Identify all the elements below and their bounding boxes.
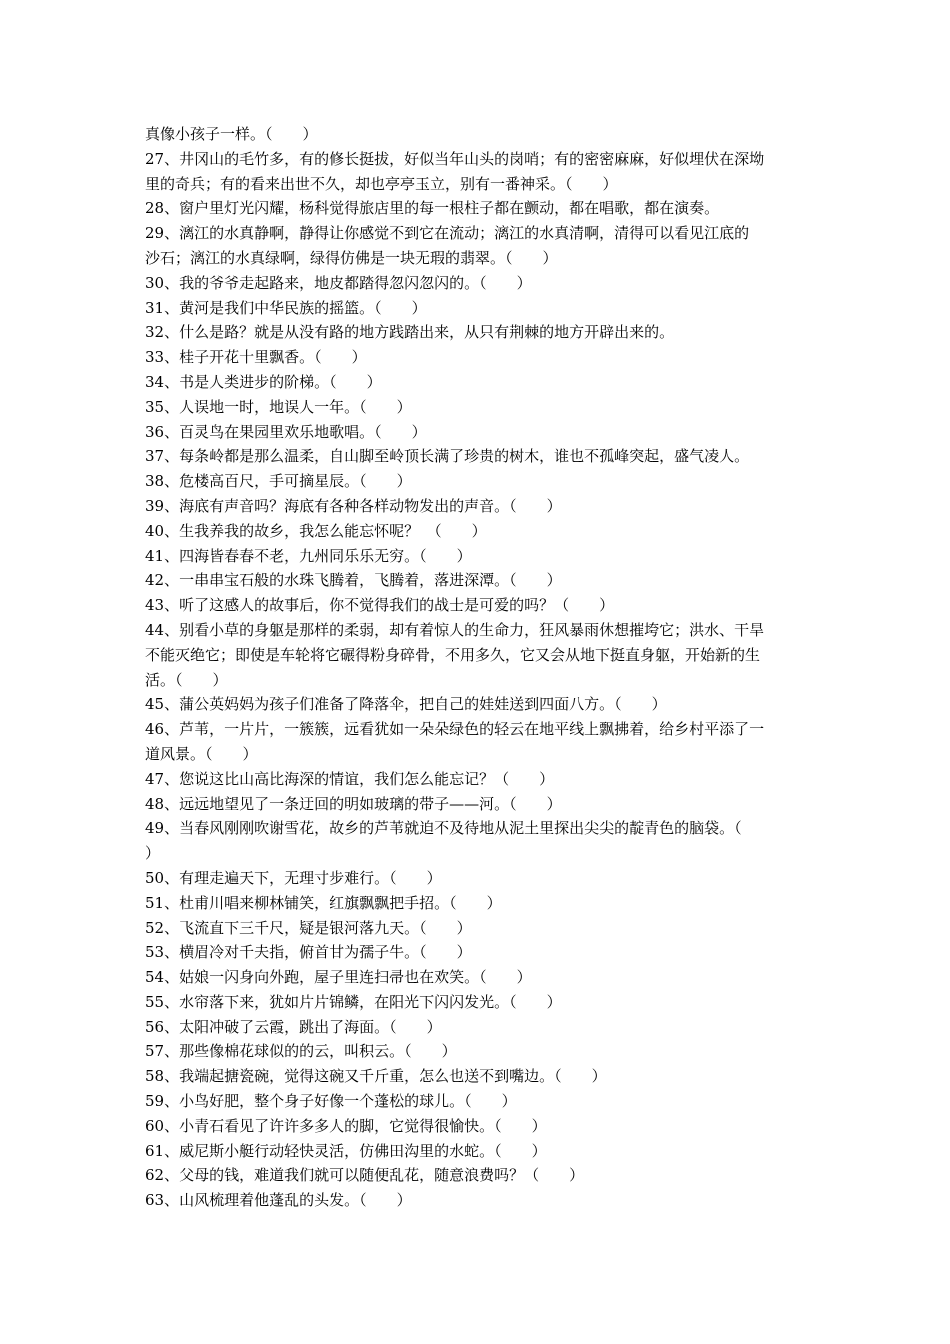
text-line: 不能灭绝它；即使是车轮将它碾得粉身碎骨，不用多久，它又会从地下挺直身躯，开始新的生 [145,645,761,664]
text-line [145,1213,817,1238]
text-line: 56、太阳冲破了云霞，跳出了海面。（ ） [145,1017,442,1036]
text-line: 42、一串串宝石般的水珠飞腾着，飞腾着，落进深潭。（ ） [145,571,562,590]
text-line: 47、您说这比山高比海深的情谊，我们怎么能忘记？（ ） [145,769,555,788]
text-line: 48、远远地望见了一条迂回的明如玻璃的带子——河。（ ） [145,794,562,813]
text-line: 27、井冈山的毛竹多，有的修长挺拔，好似当年山头的岗哨；有的密密麻麻，好似埋伏在深坳 [145,149,765,168]
text-line: 33、桂子开花十里飘香。（ ） [145,348,367,367]
text-line: 53、横眉冷对千夫指，俯首甘为孺子牛。（ ） [145,943,472,962]
document-page [145,122,817,1238]
text-line: 38、危楼高百尺，手可摘星辰。（ ） [145,472,412,491]
text-line: 52、飞流直下三千尺，疑是银河落九天。（ ） [145,918,472,937]
text-line: 沙石；漓江的水真绿啊，绿得仿佛是一块无瑕的翡翠。（ ） [145,248,558,267]
text-line: 45、蒲公英妈妈为孩子们准备了降落伞，把自己的娃娃送到四面八方。（ ） [145,695,667,714]
text-line: 43、听了这感人的故事后，你不觉得我们的战士是可爱的吗？（ ） [145,596,615,615]
text-line: 60、小青石看见了许许多多人的脚，它觉得很愉快。（ ） [145,1116,547,1135]
text-line: 50、有理走遍天下，无理寸步难行。（ ） [145,868,442,887]
text-line: 57、那些像棉花球似的的云，叫积云。（ ） [145,1042,457,1061]
text-line: 41、四海皆春春不老，九州同乐乐无穷。（ ） [145,546,472,565]
text-line: 里的奇兵；有的看来出世不久，却也亭亭玉立，别有一番神采。（ ） [145,174,618,193]
text-line: 36、百灵鸟在果园里欢乐地歌唱。（ ） [145,422,427,441]
text-line: 32、什么是路？就是从没有路的地方践踏出来，从只有荆棘的地方开辟出来的。 [145,323,675,342]
text-line: 49、当春风刚刚吹谢雪花，故乡的芦苇就迫不及待地从泥土里探出尖尖的靛青色的脑袋。（ [145,819,742,838]
text-line: 46、芦苇，一片片，一簇簇，远看犹如一朵朵绿色的轻云在地平线上飘拂着，给乡村平添了一 [145,720,765,739]
text-line: 30、我的爷爷走起路来，地皮都踏得忽闪忽闪的。（ ） [145,273,532,292]
text-line: 28、窗户里灯光闪耀，杨科觉得旅店里的每一根柱子都在颤动，都在唱歌，都在演奏。 [145,199,720,218]
text-line: ） [145,844,161,863]
text-line: 44、别看小草的身躯是那样的柔弱，却有着惊人的生命力，狂风暴雨休想摧垮它；洪水、干旱 [145,620,765,639]
text-line: 37、每条岭都是那么温柔，自山脚至岭顶长满了珍贵的树木，谁也不孤峰突起，盛气凌人。 [145,447,750,466]
text-line: 62、父母的钱，难道我们就可以随便乱花，随意浪费吗？（ ） [145,1166,585,1185]
text-line: 道风景。（ ） [145,744,258,763]
text-line: 39、海底有声音吗？海底有各种各样动物发出的声音。（ ） [145,496,562,515]
text-line: 31、黄河是我们中华民族的摇篮。（ ） [145,298,427,317]
text-line: 51、杜甫川唱来柳林铺笑，红旗飘飘把手招。（ ） [145,893,502,912]
text-line: 54、姑娘一闪身向外跑，屋子里连扫帚也在欢笑。（ ） [145,968,532,987]
text-line: 55、水帘落下来，犹如片片锦鳞，在阳光下闪闪发光。（ ） [145,992,562,1011]
text-line: 35、人误地一时，地误人一年。（ ） [145,397,412,416]
text-line: 61、威尼斯小艇行动轻快灵活，仿佛田沟里的水蛇。（ ） [145,1141,547,1160]
text-line: 58、我端起搪瓷碗，觉得这碗又千斤重，怎么也送不到嘴边。（ ） [145,1067,607,1086]
text-line: 59、小鸟好肥，整个身子好像一个蓬松的球儿。（ ） [145,1092,517,1111]
text-line: 63、山风梳理着他蓬乱的头发。（ ） [145,1191,412,1210]
text-line: 40、生我养我的故乡，我怎么能忘怀呢？ （ ） [145,521,487,540]
text-line: 活。（ ） [145,670,228,689]
text-line: 29、漓江的水真静啊，静得让你感觉不到它在流动；漓江的水真清啊，清得可以看见江底的 [145,224,750,243]
text-line: 真像小孩子一样。（ ） [145,125,318,143]
text-line: 34、书是人类进步的阶梯。（ ） [145,372,382,391]
